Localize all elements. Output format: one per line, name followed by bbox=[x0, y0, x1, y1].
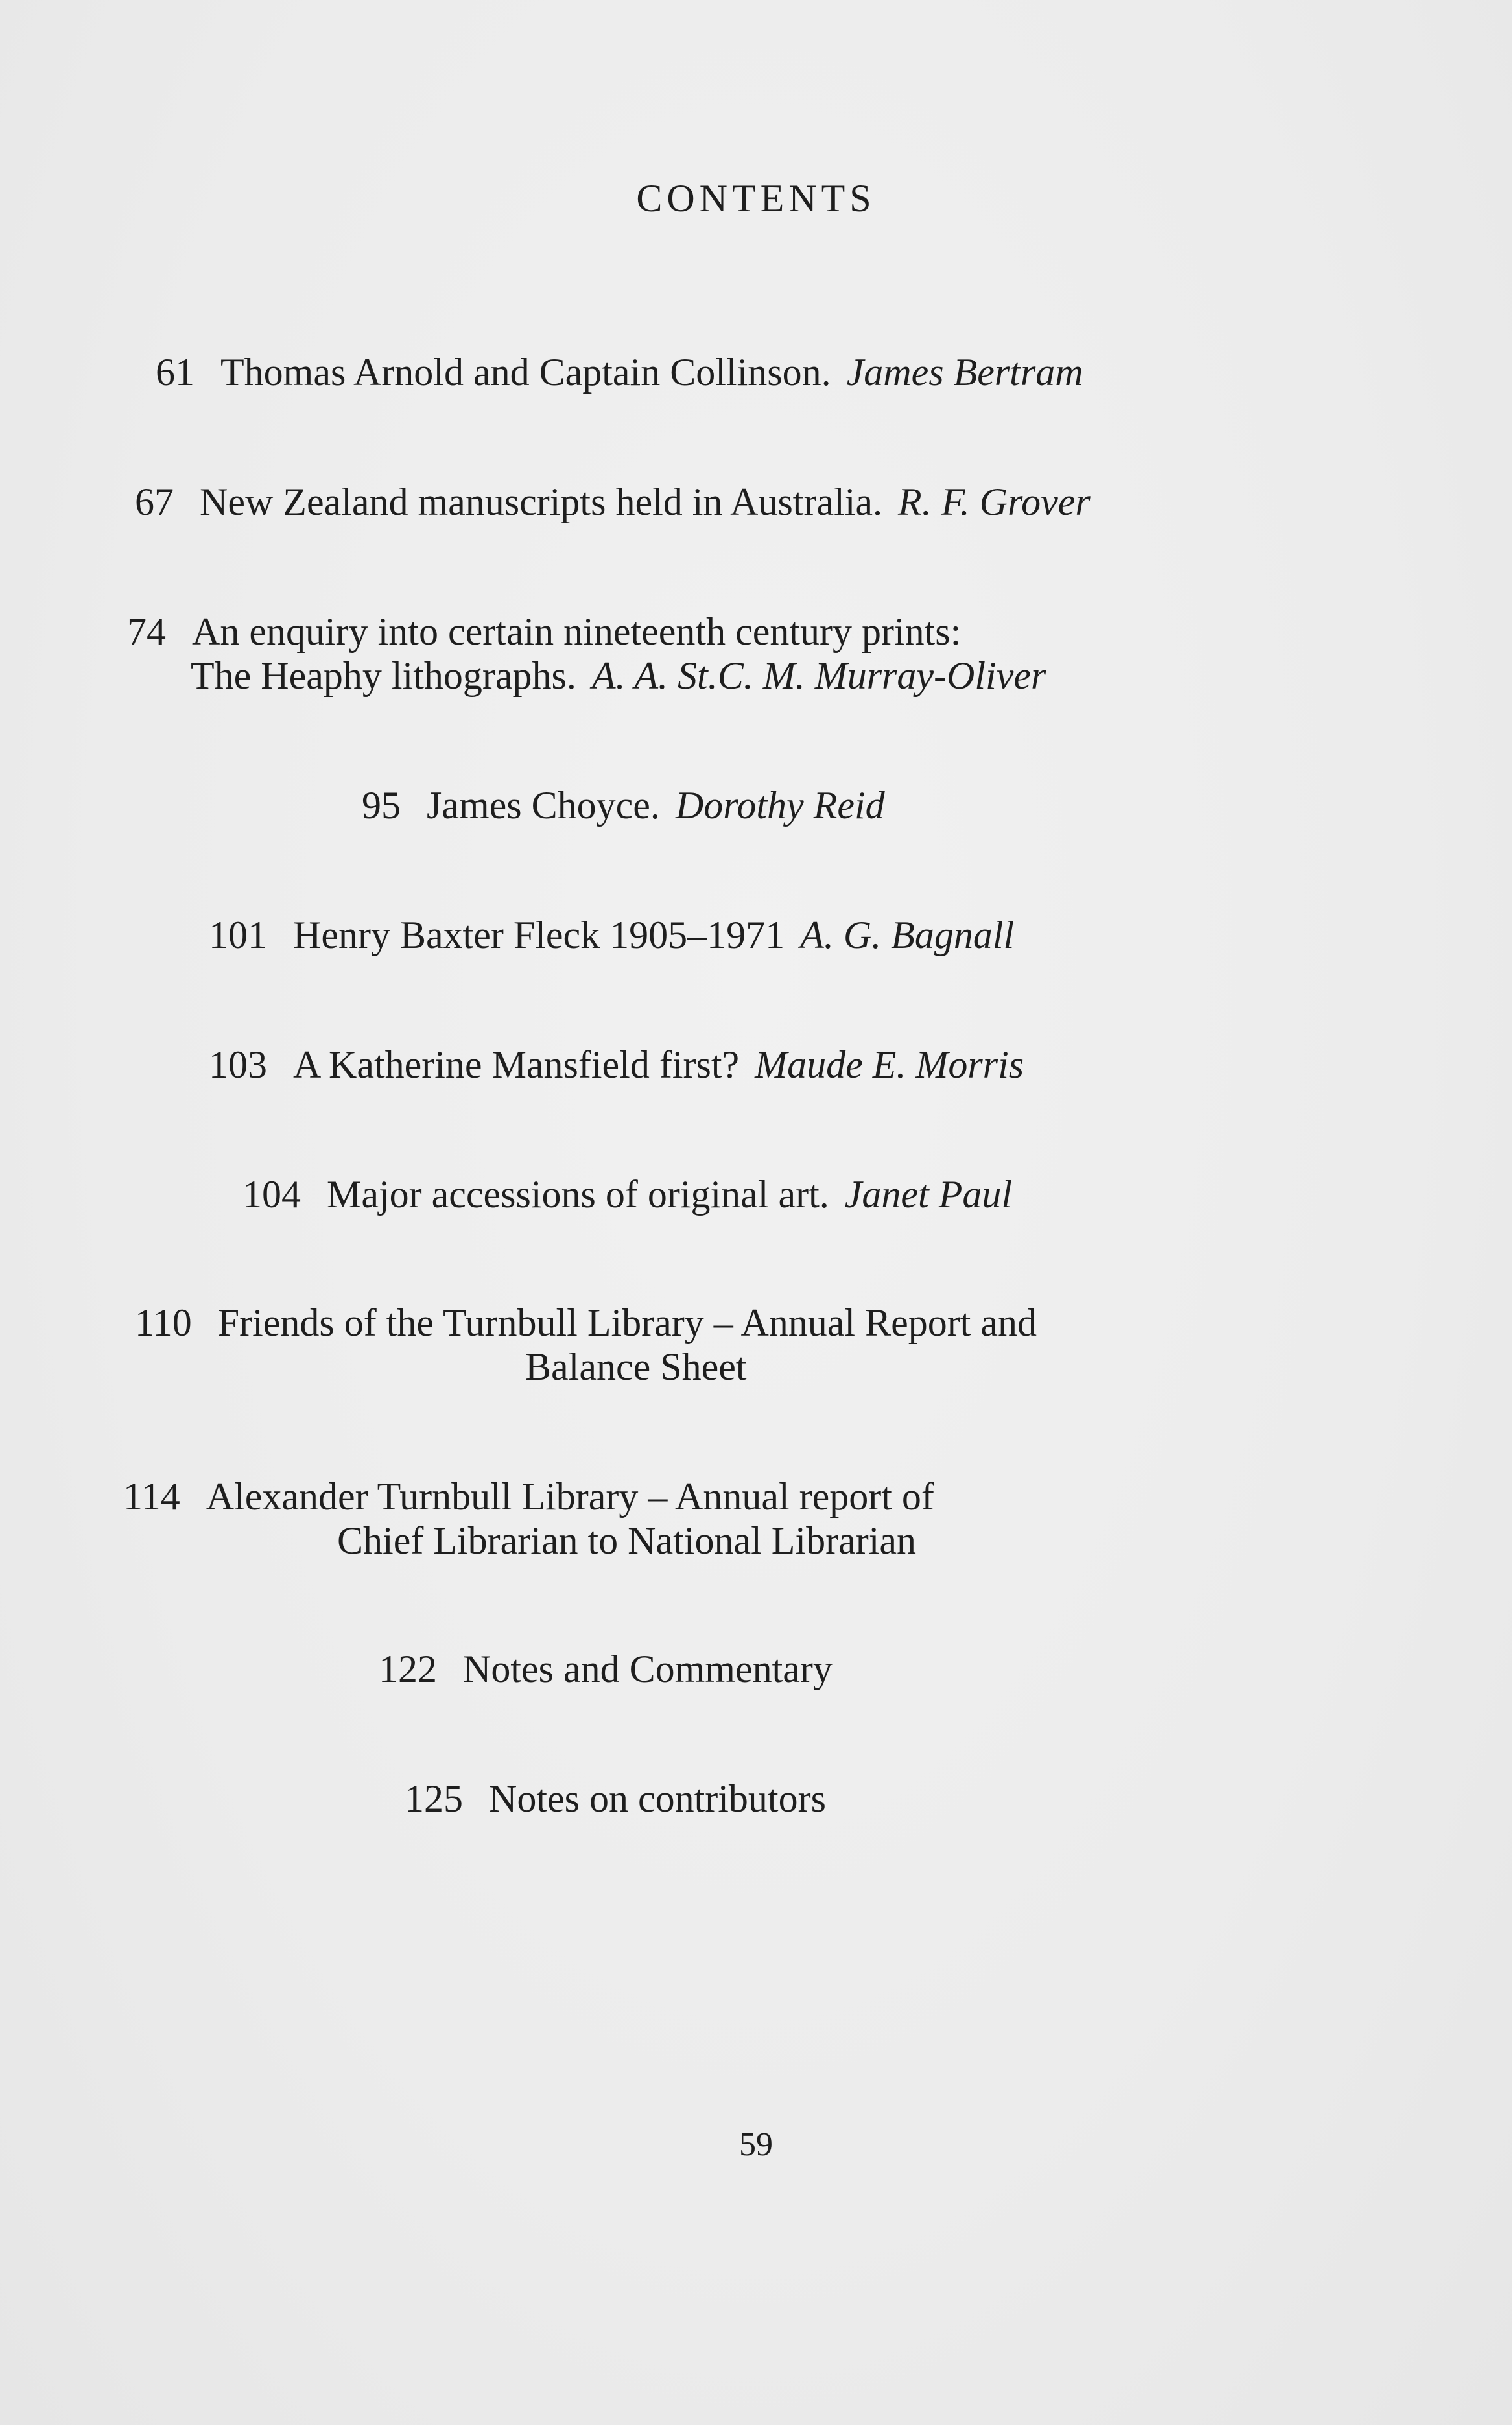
entry-title: Alexander Turnbull Library – Annual report of bbox=[206, 1475, 934, 1518]
entry-author: James Bertram bbox=[846, 351, 1083, 394]
entry-author: A. G. Bagnall bbox=[800, 914, 1015, 956]
toc-entry bbox=[379, 1647, 833, 1691]
entry-title-continuation bbox=[135, 1345, 1037, 1389]
entry-author: Dorothy Reid bbox=[675, 784, 885, 827]
entry-page-number: 122 bbox=[379, 1648, 437, 1690]
entry-page-number: 101 bbox=[209, 914, 267, 956]
entry-title: Notes and Commentary bbox=[463, 1648, 833, 1690]
entry-author: Janet Paul bbox=[844, 1173, 1013, 1216]
entry-title: Balance Sheet bbox=[525, 1345, 747, 1388]
entry-title: Thomas Arnold and Captain Collinson. bbox=[220, 351, 831, 394]
toc-entry bbox=[405, 1777, 826, 1821]
entry-page-number: 95 bbox=[362, 784, 401, 827]
entry-page-number: 110 bbox=[135, 1301, 192, 1344]
toc-entry bbox=[135, 1301, 1037, 1389]
entry-page-number: 104 bbox=[242, 1173, 301, 1216]
entry-author: Maude E. Morris bbox=[755, 1043, 1024, 1086]
entry-title: New Zealand manuscripts held in Australia. bbox=[200, 480, 883, 523]
toc-entry bbox=[209, 1043, 1024, 1087]
entry-title: James Choyce. bbox=[427, 784, 660, 827]
entry-title: Major accessions of original art. bbox=[327, 1173, 829, 1216]
entry-title: Chief Librarian to National Librarian bbox=[337, 1519, 916, 1562]
entry-page-number: 103 bbox=[209, 1043, 267, 1086]
entry-title: An enquiry into certain nineteenth century prints: bbox=[192, 610, 962, 653]
entry-title: Henry Baxter Fleck 1905–1971 bbox=[293, 914, 785, 956]
entry-title: Friends of the Turnbull Library – Annual Report and bbox=[217, 1301, 1037, 1344]
entry-title-continuation bbox=[127, 654, 1046, 698]
toc-entry bbox=[123, 1474, 934, 1563]
entry-title-continuation bbox=[123, 1519, 934, 1563]
toc-entry bbox=[209, 913, 1014, 957]
entry-title: Notes on contributors bbox=[489, 1777, 826, 1820]
contents-heading: CONTENTS bbox=[636, 177, 876, 220]
toc-entry bbox=[362, 783, 885, 827]
entry-author: R. F. Grover bbox=[898, 480, 1091, 523]
entry-page-number: 61 bbox=[156, 351, 195, 394]
toc-entry bbox=[242, 1172, 1012, 1216]
page-number: 59 bbox=[739, 2126, 773, 2163]
entry-page-number: 125 bbox=[405, 1777, 463, 1820]
entry-page-number: 114 bbox=[123, 1475, 180, 1518]
entry-page-number: 74 bbox=[127, 610, 166, 653]
toc-entry bbox=[135, 480, 1091, 524]
entry-author: A. A. St.C. M. Murray-Oliver bbox=[591, 654, 1046, 697]
entry-title: A Katherine Mansfield first? bbox=[293, 1043, 740, 1086]
entry-title: The Heaphy lithographs. bbox=[191, 654, 576, 697]
toc-entry bbox=[127, 609, 1046, 698]
entry-page-number: 67 bbox=[135, 480, 174, 523]
toc-entry bbox=[156, 350, 1083, 394]
